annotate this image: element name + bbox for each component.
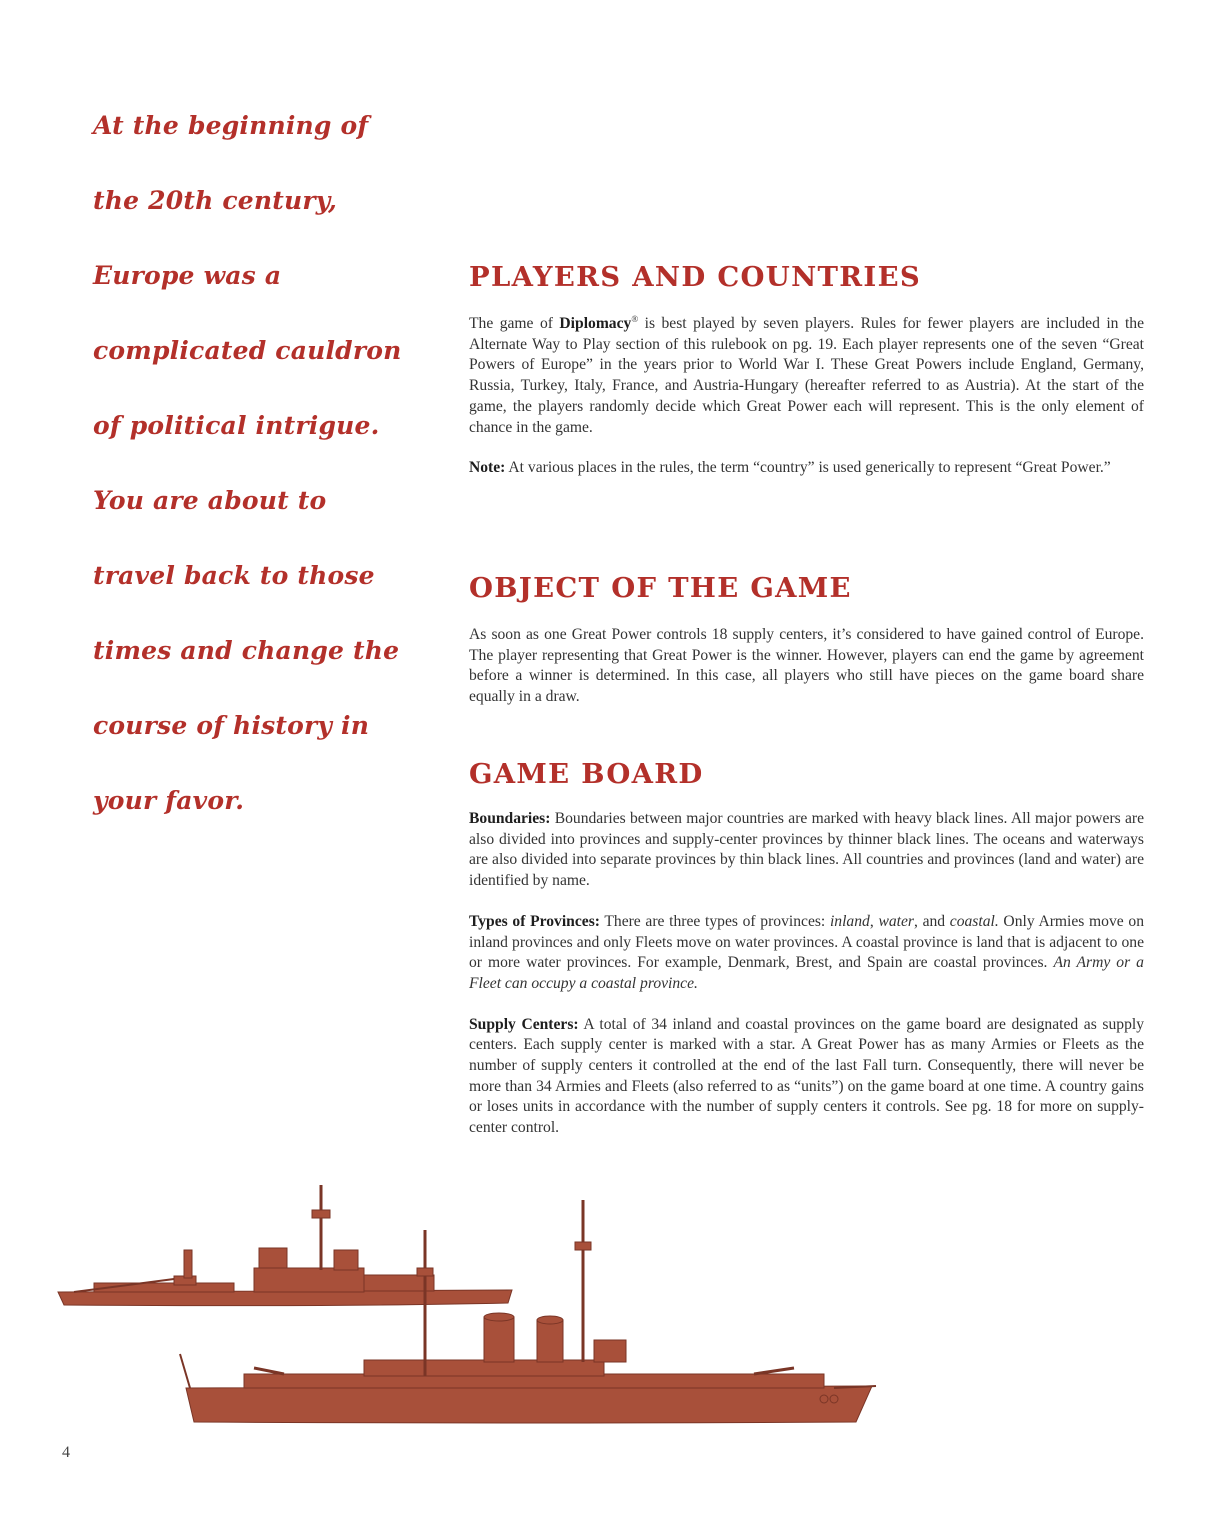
section-object-of-the-game [469,571,1144,708]
pull-quote [93,92,413,842]
pull-quote-line: Europe was a [93,261,282,290]
boundaries-paragraph [469,809,1144,892]
object-paragraph: As soon as one Great Power controls 18 supply centers, it’s considered to have gained control of Europe. The player representing that Great Power is the winner. However, players can end the game by agreement before a winner is determined. In this case, all players who still have pieces on the game board share equally in a draw. [469,626,1144,706]
text-run: Only Armies move on inland provinces and only Fleets move on water provinces. A coastal province is land that is adjacent to one or more water provinces. For example, Denmark, Brest, and Spain are coastal provinces. [469,912,1144,972]
battleship-illustration [34,1150,934,1430]
supply-label: Supply Centers: [469,1015,579,1033]
text-run: , [869,912,879,930]
pull-quote-line: times and change the [93,636,400,665]
front-battleship [180,1200,876,1423]
types-label: Types of Provinces: [469,912,600,930]
pull-quote-line: At the beginning of [93,111,369,140]
types-paragraph [469,912,1144,995]
pull-quote-line: complicated cauldron [93,336,402,365]
note-paragraph [469,458,1144,479]
pull-quote-line: the 20th century, [93,186,337,215]
boundaries-label: Boundaries: [469,810,551,827]
pull-quote-line: of political intrigue. [93,411,380,440]
section-heading: PLAYERS AND COUNTRIES [469,261,922,293]
players-paragraph [469,314,1144,438]
text-run: The game of [469,315,560,332]
section-game-board [469,757,1144,1139]
section-heading: GAME BOARD [469,758,704,790]
term-water: water [878,912,914,930]
text-run: Boundaries between major countries are marked with heavy black lines. All major powers are also divided into provinces and supply-center provinces by thinner black lines. The oceans and waterways are also divided into separate provinces by thin black lines. All countries and provinces (land and water) are identified by name. [469,810,1144,890]
registered-mark: ® [631,313,639,324]
text-run: is best played by seven players. Rules for fewer players are included in the Alternate Way to Play section of this rulebook on pg. 19. Each player represents one of the seven “Great Powers of Europe” in the years prior to World War I. These Great Powers include England, Germany, Russia, Turkey, Italy, France, and Austria-Hungary (hereafter referred to as Austria). At the start of the game, the players randomly decide which Great Power each will represent. This is the only element of chance in the game. [469,315,1144,436]
page-number: 4 [62,1444,70,1461]
pull-quote-line: your favor. [93,786,245,815]
text-run: A total of 34 inland and coastal provinces on the game board are designated as supply centers. Each supply center is marked with a star. A Great Power has as many Armies or Fleets as the number of supply centers it controlled at the end of the last Fall turn. Consequently, there will never be more than 34 Armies and Fleets (also referred to as “units”) on the game board at one time. A country gains or loses units in accordance with the number of supply centers it controls. See pg. 18 for more on supply-center control. [469,1015,1144,1137]
section-heading: OBJECT OF THE GAME [469,572,852,604]
pull-quote-line: You are about to [93,486,327,515]
term-coastal: coastal. [949,912,999,930]
term-inland: inland [829,912,870,930]
note-label: Note: [469,459,506,477]
coastal-rule: An Army or a Fleet can occupy a coastal province. [469,954,1144,992]
rear-battleship [58,1185,512,1306]
text-run: There are three types of provinces: [599,912,830,930]
pull-quote-line: travel back to those [93,561,375,590]
text-run: , and [913,912,950,930]
text-run: At various places in the rules, the term “country” is used generically to represent “Great Power.” [505,459,1111,477]
game-title: Diplomacy [559,315,632,332]
pull-quote-line: course of history in [93,711,370,740]
supply-paragraph [469,1015,1144,1139]
section-players-and-countries [469,260,1144,479]
